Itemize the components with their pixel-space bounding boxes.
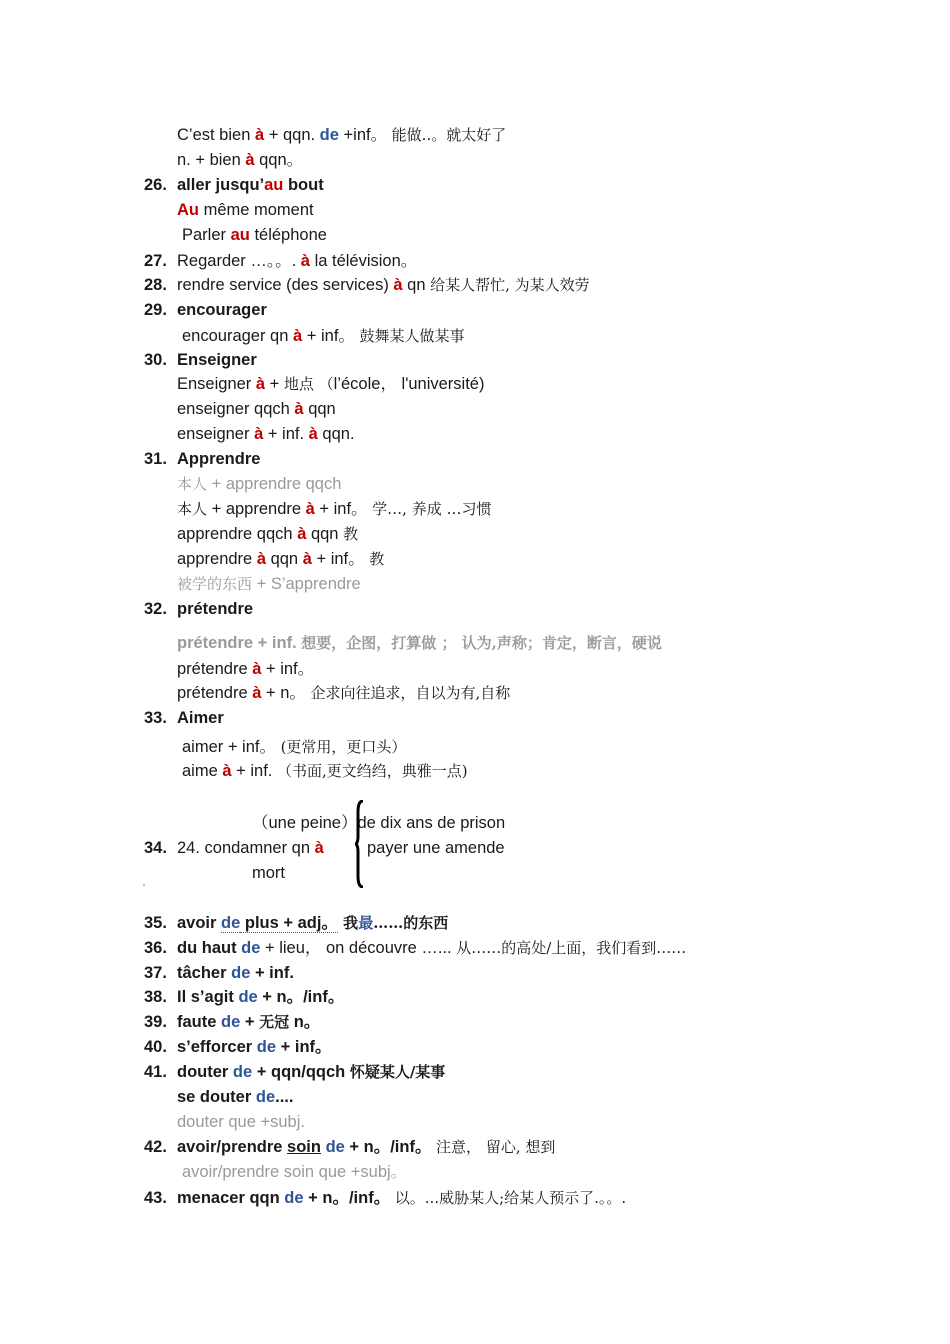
curly-brace [354, 800, 366, 888]
stray-mark [143, 884, 145, 886]
document-page: C’est bien à + qqn. de +inf。 能做..。就太好了 n. + bien à qqn。 26. aller jusqu’au bout Au même moment Parler au téléphone 27. Regarder …。。. à la télévision。 28. rendre service (des services) à qn 给某人帮忙, 为某人效劳 29. encourager encourager qn à + inf。 鼓舞某人做某事 30. Enseigner Enseigner à + 地点 （l’école， l'université) enseigner qqch à qqn enseigner à + inf. à qqn. 31. Apprendre 本人 + apprendre qqch 本人 + apprendre à + inf。 学…, 养成 …习惯 apprendre qqch à qqn 教 apprendre à qqn à + inf。 教 被学的东西 + S’apprendre 32. prétendre prétendre + inf. 想要，企图，打算做 ； 认为,声称；肯定，断言，硬说 prétendre à + inf。 prétendre à + n。 企求向往追求，自以为有,自称 33. Aimer aimer + inf。 (更常用，更口头） aime à + inf. （书面,更文绉绉，典雅一点) （une peine）de dix ans de prison 34. 24. condamner qn à payer une amende mort 35. avoir de plus + adj。 我最……的东西 36. du haut de + lieu， on découvre …... 从……的高处/上面，我们看到…… 37. tâcher de + inf. 38. Il s’agit de + n。/inf。 39. faute de + 无冠 n。 40. s’efforcer de + inf。 41. douter de + qqn/qqch 怀疑某人/某事 se douter de.... douter que +subj. 42. avoir/prendre soin de + n。/inf。 注意， 留心, 想到 avoir/prendre soin que +subj。 43. menacer qqn de + n。/inf。 以。...威胁某人;给某人预示了.。。. [144, 126, 687, 1207]
